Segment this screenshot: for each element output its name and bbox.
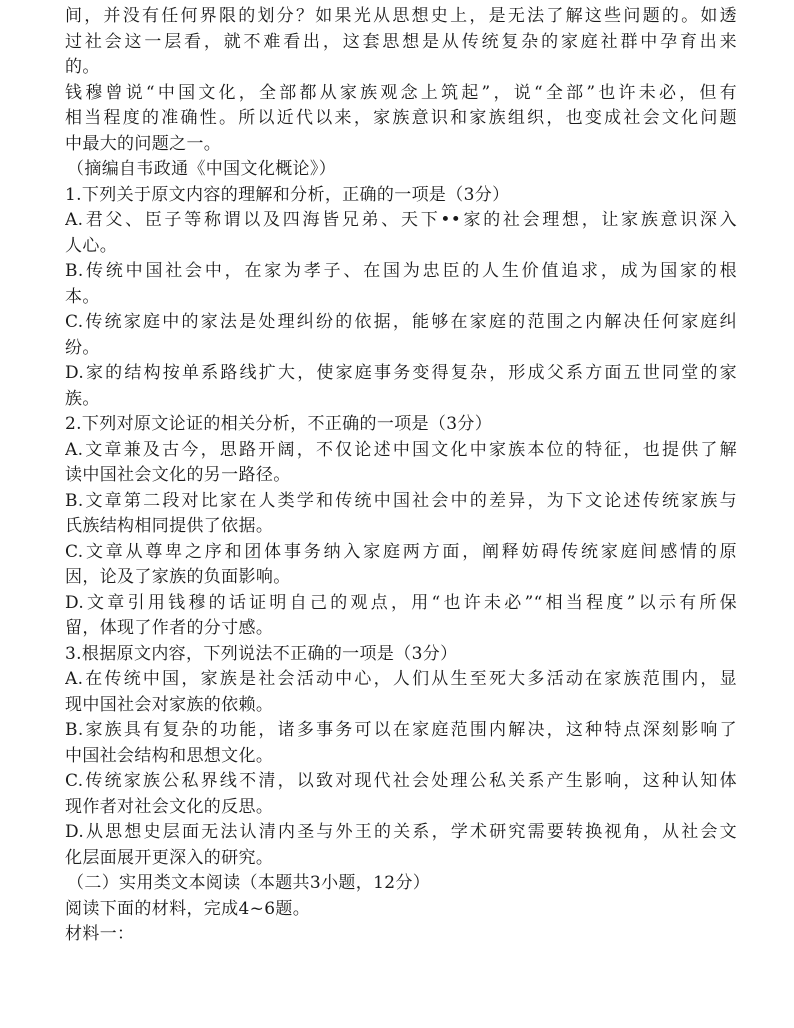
text-line: 材料一： [65, 924, 135, 944]
text-line: 族。 [65, 388, 100, 409]
text-line: 留，体现了作者的分寸感。 [65, 618, 274, 638]
text-line: B.家族具有复杂的功能，诸多事务可以在家庭范围内解决，这种特点深刻影响了 [65, 720, 737, 740]
text-line: 读中国社会文化的另一路径。 [65, 465, 291, 485]
text-line: 人心。 [65, 235, 118, 256]
text-line: 1.下列关于原文内容的理解和分析，正确的一项是（3分） [65, 184, 510, 205]
text-line: 的。 [65, 57, 100, 77]
text-line: D.家的结构按单系路线扩大，使家庭事务变得复杂，形成父系方面五世同堂的家 [65, 363, 737, 383]
text-line: 本。 [65, 286, 100, 307]
text-line: 2.下列对原文论证的相关分析，不正确的一项是（3分） [65, 414, 493, 434]
text-line: 中国社会结构和思想文化。 [65, 745, 274, 766]
text-line: B.文章第二段对比家在人类学和传统中国社会中的差异，为下文论述传统家族与 [65, 490, 737, 511]
text-line: 阅读下面的材料，完成4~6题。 [65, 898, 311, 919]
text-line: 氏族结构相同提供了依据。 [65, 516, 274, 536]
text-line: 因，论及了家族的负面影响。 [65, 567, 291, 587]
text-line: 钱穆曾说“中国文化，全部都从家族观念上筑起”，说“全部”也许未必，但有 [65, 82, 737, 103]
text-line: A.文章兼及古今，思路开阔，不仅论述中国文化中家族本位的特征，也提供了解 [65, 439, 737, 460]
text-line: 现中国社会对家族的依赖。 [65, 694, 274, 715]
text-line: C.传统家庭中的家法是处理纠纷的依据，能够在家庭的范围之内解决任何家庭纠 [65, 312, 737, 332]
text-line: C.文章从尊卑之序和团体事务纳入家庭两方面，阐释妨碍传统家庭间感情的原 [65, 541, 737, 562]
text-line: （二）实用类文本阅读（本题共3小题，12分） [67, 873, 431, 893]
text-line: 相当程度的准确性。所以近代以来，家族意识和家族组织，也变成社会文化问题 [65, 108, 737, 128]
text-line: D.文章引用钱穆的话证明自己的观点，用“也许未必”“相当程度”以示有所保 [65, 592, 737, 613]
text-line: 纷。 [65, 337, 100, 358]
document-page [65, 4, 737, 948]
text-line: 过社会这一层看，就不难看出，这套思想是从传统复杂的家庭社群中孕育出来 [65, 31, 737, 52]
text-line: 3.根据原文内容，下列说法不正确的一项是（3分） [65, 643, 458, 664]
text-line: A.在传统中国，家族是社会活动中心，人们从生至死大多活动在家族范围内，显 [65, 669, 737, 689]
text-line: A.君父、臣子等称谓以及四海皆兄弟、天下••家的社会理想，让家族意识深入 [65, 210, 737, 230]
text-line: B.传统中国社会中，在家为孝子、在国为忠臣的人生价值追求，成为国家的根 [65, 261, 737, 281]
text-line: 中最大的问题之一。 [65, 133, 222, 154]
text-line: 化层面展开更深入的研究。 [65, 847, 274, 868]
text-line: C.传统家族公私界线不清，以致对现代社会处理公私关系产生影响，这种认知体 [65, 771, 737, 791]
text-line: D.从思想史层面无法认清内圣与外王的关系，学术研究需要转换视角，从社会文 [65, 822, 737, 842]
text-line: 间，并没有任何界限的划分？如果光从思想史上，是无法了解这些问题的。如透 [65, 6, 737, 26]
text-line: （摘编自韦政通《中国文化概论》） [67, 159, 337, 179]
text-line: 现作者对社会文化的反思。 [65, 796, 274, 817]
